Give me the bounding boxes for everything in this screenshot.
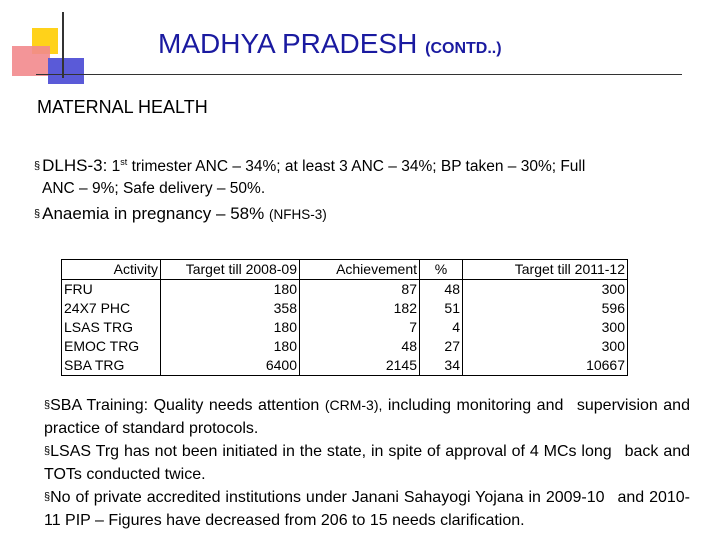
bullet-marker: §	[44, 399, 51, 411]
note-sba-source: (CRM-3),	[324, 397, 383, 413]
header-target-2011-12: Target till 2011-12	[463, 260, 628, 280]
cell-achievement: 2145	[300, 356, 420, 376]
anaemia-text: Anaemia in pregnancy – 58%	[42, 204, 265, 223]
cell-achievement: 87	[300, 280, 420, 300]
table-row	[62, 337, 628, 356]
table-header-row	[62, 260, 628, 280]
table-row	[62, 356, 628, 376]
bullet-anaemia	[34, 203, 327, 226]
notes-list	[44, 394, 690, 532]
cell-percent: 48	[420, 280, 463, 300]
cell-percent: 27	[420, 337, 463, 356]
note-lsas-line1: LSAS Trg has not been initiated in the state, in spite of approval of 4 MCs long	[50, 443, 612, 460]
note-private	[44, 486, 690, 532]
note-private-line1: No of private accredited institutions under Janani Sahayogi Yojana in 2009-10	[50, 489, 605, 506]
note-private-line2: and 2010-11 PIP – Figures have decreased from 206 to 15 needs clarification.	[44, 489, 691, 529]
cell-target-2008-09: 358	[161, 299, 300, 318]
table-row	[62, 318, 628, 337]
bullet-marker: §	[44, 445, 51, 457]
title-contd: (CONTD..)	[425, 40, 502, 57]
cell-activity: SBA TRG	[62, 356, 161, 376]
cell-target-2011-12: 10667	[463, 356, 628, 376]
note-lsas-line2: back and TOTs conducted twice.	[44, 443, 691, 483]
title-underline	[36, 74, 682, 75]
note-sba-text1: SBA Training: Quality needs attention	[50, 397, 320, 414]
dlhs-ordinal: 1	[111, 158, 121, 176]
dlhs-lead: DLHS-3:	[42, 156, 108, 176]
table-row	[62, 280, 628, 300]
slide-title	[158, 28, 502, 60]
cell-achievement: 182	[300, 299, 420, 318]
decor-square-blue	[48, 58, 84, 84]
note-sba	[44, 394, 690, 440]
dlhs-line2: ANC – 9%; Safe delivery – 50%.	[42, 180, 266, 198]
cell-target-2011-12: 300	[463, 337, 628, 356]
table-row	[62, 299, 628, 318]
bullet-marker: §	[44, 491, 51, 503]
bullet-marker: §	[34, 160, 41, 173]
header-target-2008-09: Target till 2008-09	[161, 260, 300, 280]
cell-target-2008-09: 6400	[161, 356, 300, 376]
activity-table	[61, 259, 628, 376]
anaemia-source: (NFHS-3)	[268, 207, 327, 222]
cell-target-2011-12: 596	[463, 299, 628, 318]
title-main: MADHYA PRADESH	[158, 28, 418, 59]
dlhs-line1: trimester ANC – 34%; at least 3 ANC – 34%; BP taken – 30%; Full	[131, 158, 586, 176]
note-sba-line2: supervision and practice of standard protocols.	[44, 397, 690, 437]
header-achievement: Achievement	[300, 260, 420, 280]
cell-target-2008-09: 180	[161, 280, 300, 300]
cell-target-2011-12: 300	[463, 318, 628, 337]
header-percent: %	[420, 260, 463, 280]
note-sba-text2: including monitoring and	[387, 397, 564, 414]
cell-activity: FRU	[62, 280, 161, 300]
cell-percent: 34	[420, 356, 463, 376]
note-lsas	[44, 440, 690, 486]
bullet-dlhs	[34, 151, 694, 200]
header-activity: Activity	[62, 260, 161, 280]
bullet-marker: §	[34, 208, 41, 220]
cell-percent: 4	[420, 318, 463, 337]
cell-activity: LSAS TRG	[62, 318, 161, 337]
cell-percent: 51	[420, 299, 463, 318]
dlhs-ordinal-sup: st	[120, 157, 128, 167]
decor-vertical-rule	[62, 12, 64, 78]
cell-target-2008-09: 180	[161, 318, 300, 337]
cell-activity: EMOC TRG	[62, 337, 161, 356]
cell-activity: 24X7 PHC	[62, 299, 161, 318]
section-heading: MATERNAL HEALTH	[37, 97, 208, 117]
cell-target-2011-12: 300	[463, 280, 628, 300]
decor-square-red	[12, 46, 50, 76]
cell-target-2008-09: 180	[161, 337, 300, 356]
cell-achievement: 48	[300, 337, 420, 356]
cell-achievement: 7	[300, 318, 420, 337]
